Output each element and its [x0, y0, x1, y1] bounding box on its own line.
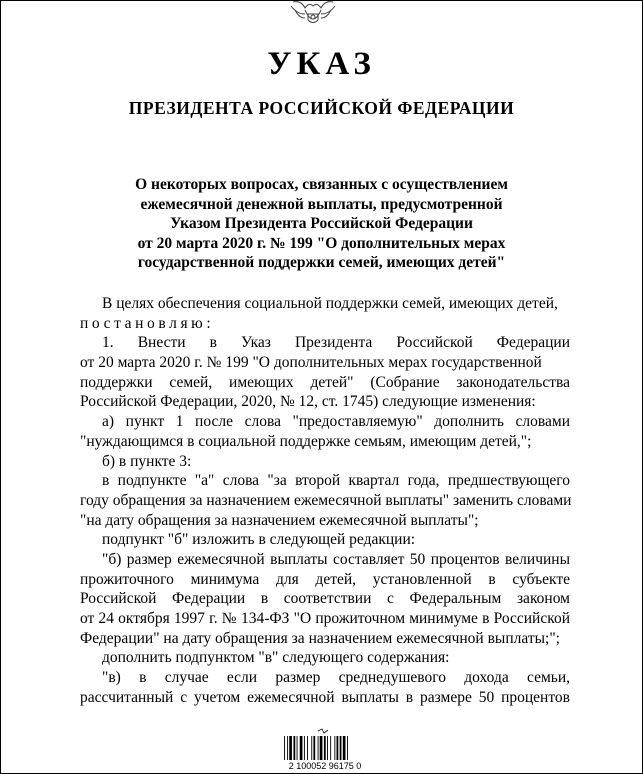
body-line: Российской Федерации, 2020, № 12, ст. 1745) следующие изменения: [80, 393, 536, 411]
barcode-bar [313, 736, 315, 760]
body-line: В целях обеспечения социальной поддержки семей, имеющих детей, [102, 295, 558, 312]
barcode-bar [311, 736, 312, 760]
barcode-bar [304, 736, 305, 760]
body-line: б) в пункте 3: [102, 452, 192, 470]
barcode-icon [280, 728, 370, 762]
heading-line: государственной поддержки семей, имеющих детей" [137, 254, 506, 271]
barcode-bar [293, 736, 295, 760]
body-line: дополнить подпунктом "в" следующего содержания: [102, 649, 450, 667]
barcode-bar [287, 736, 288, 760]
body-line: 1. Внести в Указ Президента Российской Федерации [102, 334, 570, 352]
barcode-bar [320, 736, 323, 760]
body-line: Федерации" на дату обращения за назначением ежемесячной выплаты;"; [80, 629, 560, 647]
body-line: подпункт "б" изложить в следующей редакции: [102, 531, 416, 549]
body-line: от 20 марта 2020 г. № 199 "О дополнительных мерах государственной [80, 354, 542, 372]
coat-of-arms-emblem [283, 0, 343, 28]
barcode-bar [318, 736, 319, 760]
decree-body [80, 294, 570, 707]
decree-heading [0, 175, 643, 273]
body-line: "на дату обращения за назначением ежемесячной выплаты"; [80, 511, 479, 529]
barcode-bar [284, 736, 285, 760]
body-line: "нуждающимся в социальной поддержке семьям, имеющим детей,"; [80, 432, 532, 450]
barcode-bar [289, 736, 292, 760]
body-line: а) пункт 1 после слова "предоставляемую" дополнить словами [102, 413, 570, 431]
heading-line: ежемесячной денежной выплаты, предусмотренной [140, 195, 503, 213]
body-line: году обращения за назначением ежемесячной выплаты" заменить словами [80, 491, 572, 509]
decree-subtitle: ПРЕЗИДЕНТА РОССИЙСКОЙ ФЕДЕРАЦИИ [128, 98, 515, 118]
decree-title: УКАЗ [267, 46, 376, 82]
barcode [280, 728, 370, 772]
barcode-number: 2 100052 96175 0 [288, 761, 362, 771]
barcode-bar [340, 736, 342, 760]
body-line: Российской Федерации в соответствии с Федеральным законом [80, 590, 570, 608]
barcode-bar [343, 736, 346, 760]
barcode-bar [334, 736, 335, 760]
heading-line: О некоторых вопросах, связанных с осуществлением [135, 176, 508, 193]
barcode-bar [337, 736, 339, 760]
body-line: прожиточного минимума для детей, установленной в субъекте [80, 570, 570, 588]
heading-line: от 20 марта 2020 г. № 199 "О дополнительных мерах [137, 234, 506, 252]
barcode-bar [307, 736, 308, 760]
body-line: от 24 октября 1997 г. № 134-ФЗ "О прожиточном минимуме в Российской [80, 610, 570, 627]
body-line: "б) размер ежемесячной выплаты составляет 50 процентов величины [102, 550, 570, 568]
barcode-bar [297, 736, 298, 760]
barcode-bar [300, 736, 303, 760]
heading-line: Указом Президента Российской Федерации [170, 215, 473, 232]
barcode-bar [327, 736, 328, 760]
body-line: "в) в случае если размер среднедушевого дохода семьи, [102, 669, 570, 687]
body-line: постановляю: [80, 314, 215, 332]
barcode-bar [330, 736, 331, 760]
body-line: в подпункте "а" слова "за второй квартал года, предшествующего [102, 472, 570, 490]
body-line: рассчитанный с учетом ежемесячной выплаты в размере 50 процентов [80, 688, 570, 706]
barcode-bar [324, 736, 326, 760]
barcode-bar [347, 736, 348, 760]
body-line: поддержки семей, имеющих детей" (Собрание законодательства [80, 373, 570, 391]
